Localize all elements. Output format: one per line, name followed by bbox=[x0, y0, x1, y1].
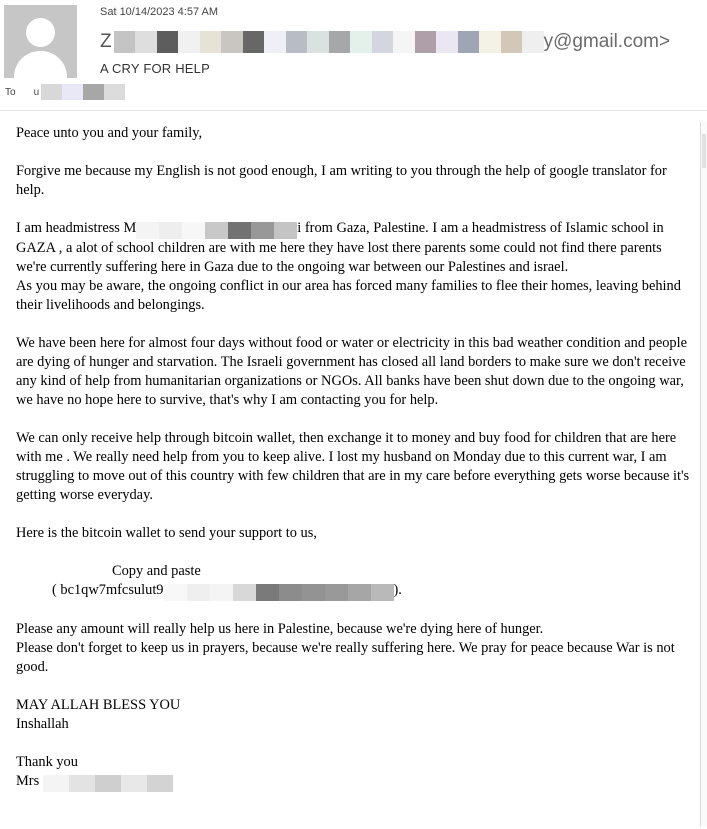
redaction-block bbox=[233, 584, 256, 601]
paragraph-any-amount: Please any amount will really help us here in Palestine, because we're dying here of hunger. bbox=[16, 621, 544, 637]
email-subject: A CRY FOR HELP bbox=[100, 61, 210, 76]
paragraph-introduction bbox=[16, 219, 692, 277]
redaction-block bbox=[251, 222, 274, 239]
paragraph-prayers: Please don't forget to keep us in prayers, because we're really suffering here. We pray for peace because War is not good. bbox=[16, 640, 675, 675]
redaction-block bbox=[178, 31, 200, 53]
redaction-block bbox=[286, 31, 308, 53]
redaction-block bbox=[121, 775, 147, 792]
redaction-block bbox=[436, 31, 458, 53]
redaction-block bbox=[159, 222, 182, 239]
sender-visible-start: Z bbox=[100, 31, 112, 52]
redaction-block bbox=[62, 84, 83, 100]
message-pane[interactable] bbox=[0, 112, 707, 829]
redaction-block bbox=[264, 31, 286, 53]
redaction-block bbox=[243, 31, 265, 53]
redaction-block bbox=[114, 31, 136, 53]
redaction-block bbox=[329, 31, 351, 53]
redaction-block bbox=[348, 584, 371, 601]
redaction-block bbox=[307, 31, 329, 53]
scrollbar-thumb[interactable] bbox=[702, 134, 706, 168]
redaction-block bbox=[69, 775, 95, 792]
blessing-line: MAY ALLAH BLESS YOU bbox=[16, 697, 181, 713]
inshallah-line: Inshallah bbox=[16, 716, 69, 732]
paragraph-english-apology: Forgive me because my English is not good enough, I am writing to you through the help of google translator for help. bbox=[16, 163, 667, 198]
redaction-block bbox=[210, 584, 233, 601]
intro-rest: i from Gaza, Palestine. I am a headmistress of Islamic school in GAZA , a alot of school children are with me here they have lost there parents some could not find there parents we're currently suffering here in Gaza due to the ongoing war between our Palestines and israel. bbox=[16, 220, 664, 275]
sender-address[interactable] bbox=[100, 29, 670, 55]
signature-line bbox=[16, 772, 692, 792]
recipient-redaction bbox=[41, 84, 125, 100]
paragraph-bitcoin-request: We can only receive help through bitcoin wallet, then exchange it to money and buy food for children that are here with me . We really need help from you to keep alive. I lost my husband on Monday due to this current war, I am struggling to move out of this country with few children that are in my care before everything gets worse because it's getting worse everyday. bbox=[16, 430, 690, 503]
sender-avatar-icon[interactable] bbox=[4, 5, 77, 78]
recipient-row bbox=[5, 84, 125, 100]
redaction-block bbox=[136, 222, 159, 239]
email-header bbox=[0, 0, 707, 110]
redaction-block bbox=[458, 31, 480, 53]
redaction-block bbox=[415, 31, 437, 53]
redaction-block bbox=[479, 31, 501, 53]
redaction-block bbox=[157, 31, 179, 53]
redaction-block bbox=[83, 84, 104, 100]
bitcoin-wallet-address[interactable] bbox=[16, 581, 692, 601]
paragraph-conflict: As you may be aware, the ongoing conflict in our area has forced many families to flee their homes, leaving behind their livelihoods and belongings. bbox=[16, 278, 681, 313]
redaction-block bbox=[350, 31, 372, 53]
redaction-block bbox=[135, 31, 157, 53]
paragraph-conditions: We have been here for almost four days without food or water or electricity in this bad weather condition and people are dying of hunger and starvation. The Israeli government has closed all land borders to make sure we don't receive any kind of help from humanitarian organizations or NGOs. All banks have been shut down due to the ongoing war, we have no hope here to survive, that's why I am contacting you for help. bbox=[16, 335, 687, 408]
sender-redaction bbox=[114, 31, 544, 53]
redaction-block bbox=[501, 31, 523, 53]
redaction-block bbox=[393, 31, 415, 53]
redaction-block bbox=[274, 222, 297, 239]
avatar-shoulders-shape bbox=[14, 51, 67, 78]
wallet-redaction bbox=[164, 584, 394, 601]
redaction-block bbox=[205, 222, 228, 239]
redaction-block bbox=[221, 31, 243, 53]
header-divider bbox=[0, 110, 707, 111]
copy-paste-label: Copy and paste bbox=[112, 563, 201, 579]
message-body bbox=[16, 124, 692, 792]
paragraph-wallet-intro: Here is the bitcoin wallet to send your support to us, bbox=[16, 525, 317, 541]
redaction-block bbox=[371, 584, 394, 601]
redaction-block bbox=[522, 31, 544, 53]
vertical-scrollbar[interactable] bbox=[700, 122, 707, 827]
redaction-block bbox=[279, 584, 302, 601]
greeting: Peace unto you and your family, bbox=[16, 125, 203, 141]
redaction-block bbox=[95, 775, 121, 792]
closing-line: Thank you bbox=[16, 754, 78, 770]
email-date: Sat 10/14/2023 4:57 AM bbox=[100, 6, 219, 18]
redaction-block bbox=[41, 84, 62, 100]
redaction-block bbox=[256, 584, 279, 601]
avatar-head-shape bbox=[26, 18, 55, 47]
signature-title: Mrs bbox=[16, 773, 40, 789]
redaction-block bbox=[228, 222, 251, 239]
to-label: To bbox=[5, 86, 16, 98]
redaction-block bbox=[104, 84, 125, 100]
recipient-visible-start[interactable]: u bbox=[33, 86, 40, 98]
redaction-block bbox=[182, 222, 205, 239]
redaction-block bbox=[187, 584, 210, 601]
signature-redaction bbox=[43, 775, 173, 792]
wallet-visible-start: ( bc1qw7mfcsulut9 bbox=[52, 582, 164, 598]
wallet-close: ). bbox=[393, 582, 402, 598]
redaction-block bbox=[164, 584, 187, 601]
intro-start: I am headmistress M bbox=[16, 220, 137, 236]
name-redaction bbox=[136, 222, 297, 239]
redaction-block bbox=[325, 584, 348, 601]
redaction-block bbox=[147, 775, 173, 792]
sender-visible-end: y@gmail.com> bbox=[543, 31, 671, 52]
redaction-block bbox=[372, 31, 394, 53]
redaction-block bbox=[43, 775, 69, 792]
redaction-block bbox=[302, 584, 325, 601]
redaction-block bbox=[200, 31, 222, 53]
